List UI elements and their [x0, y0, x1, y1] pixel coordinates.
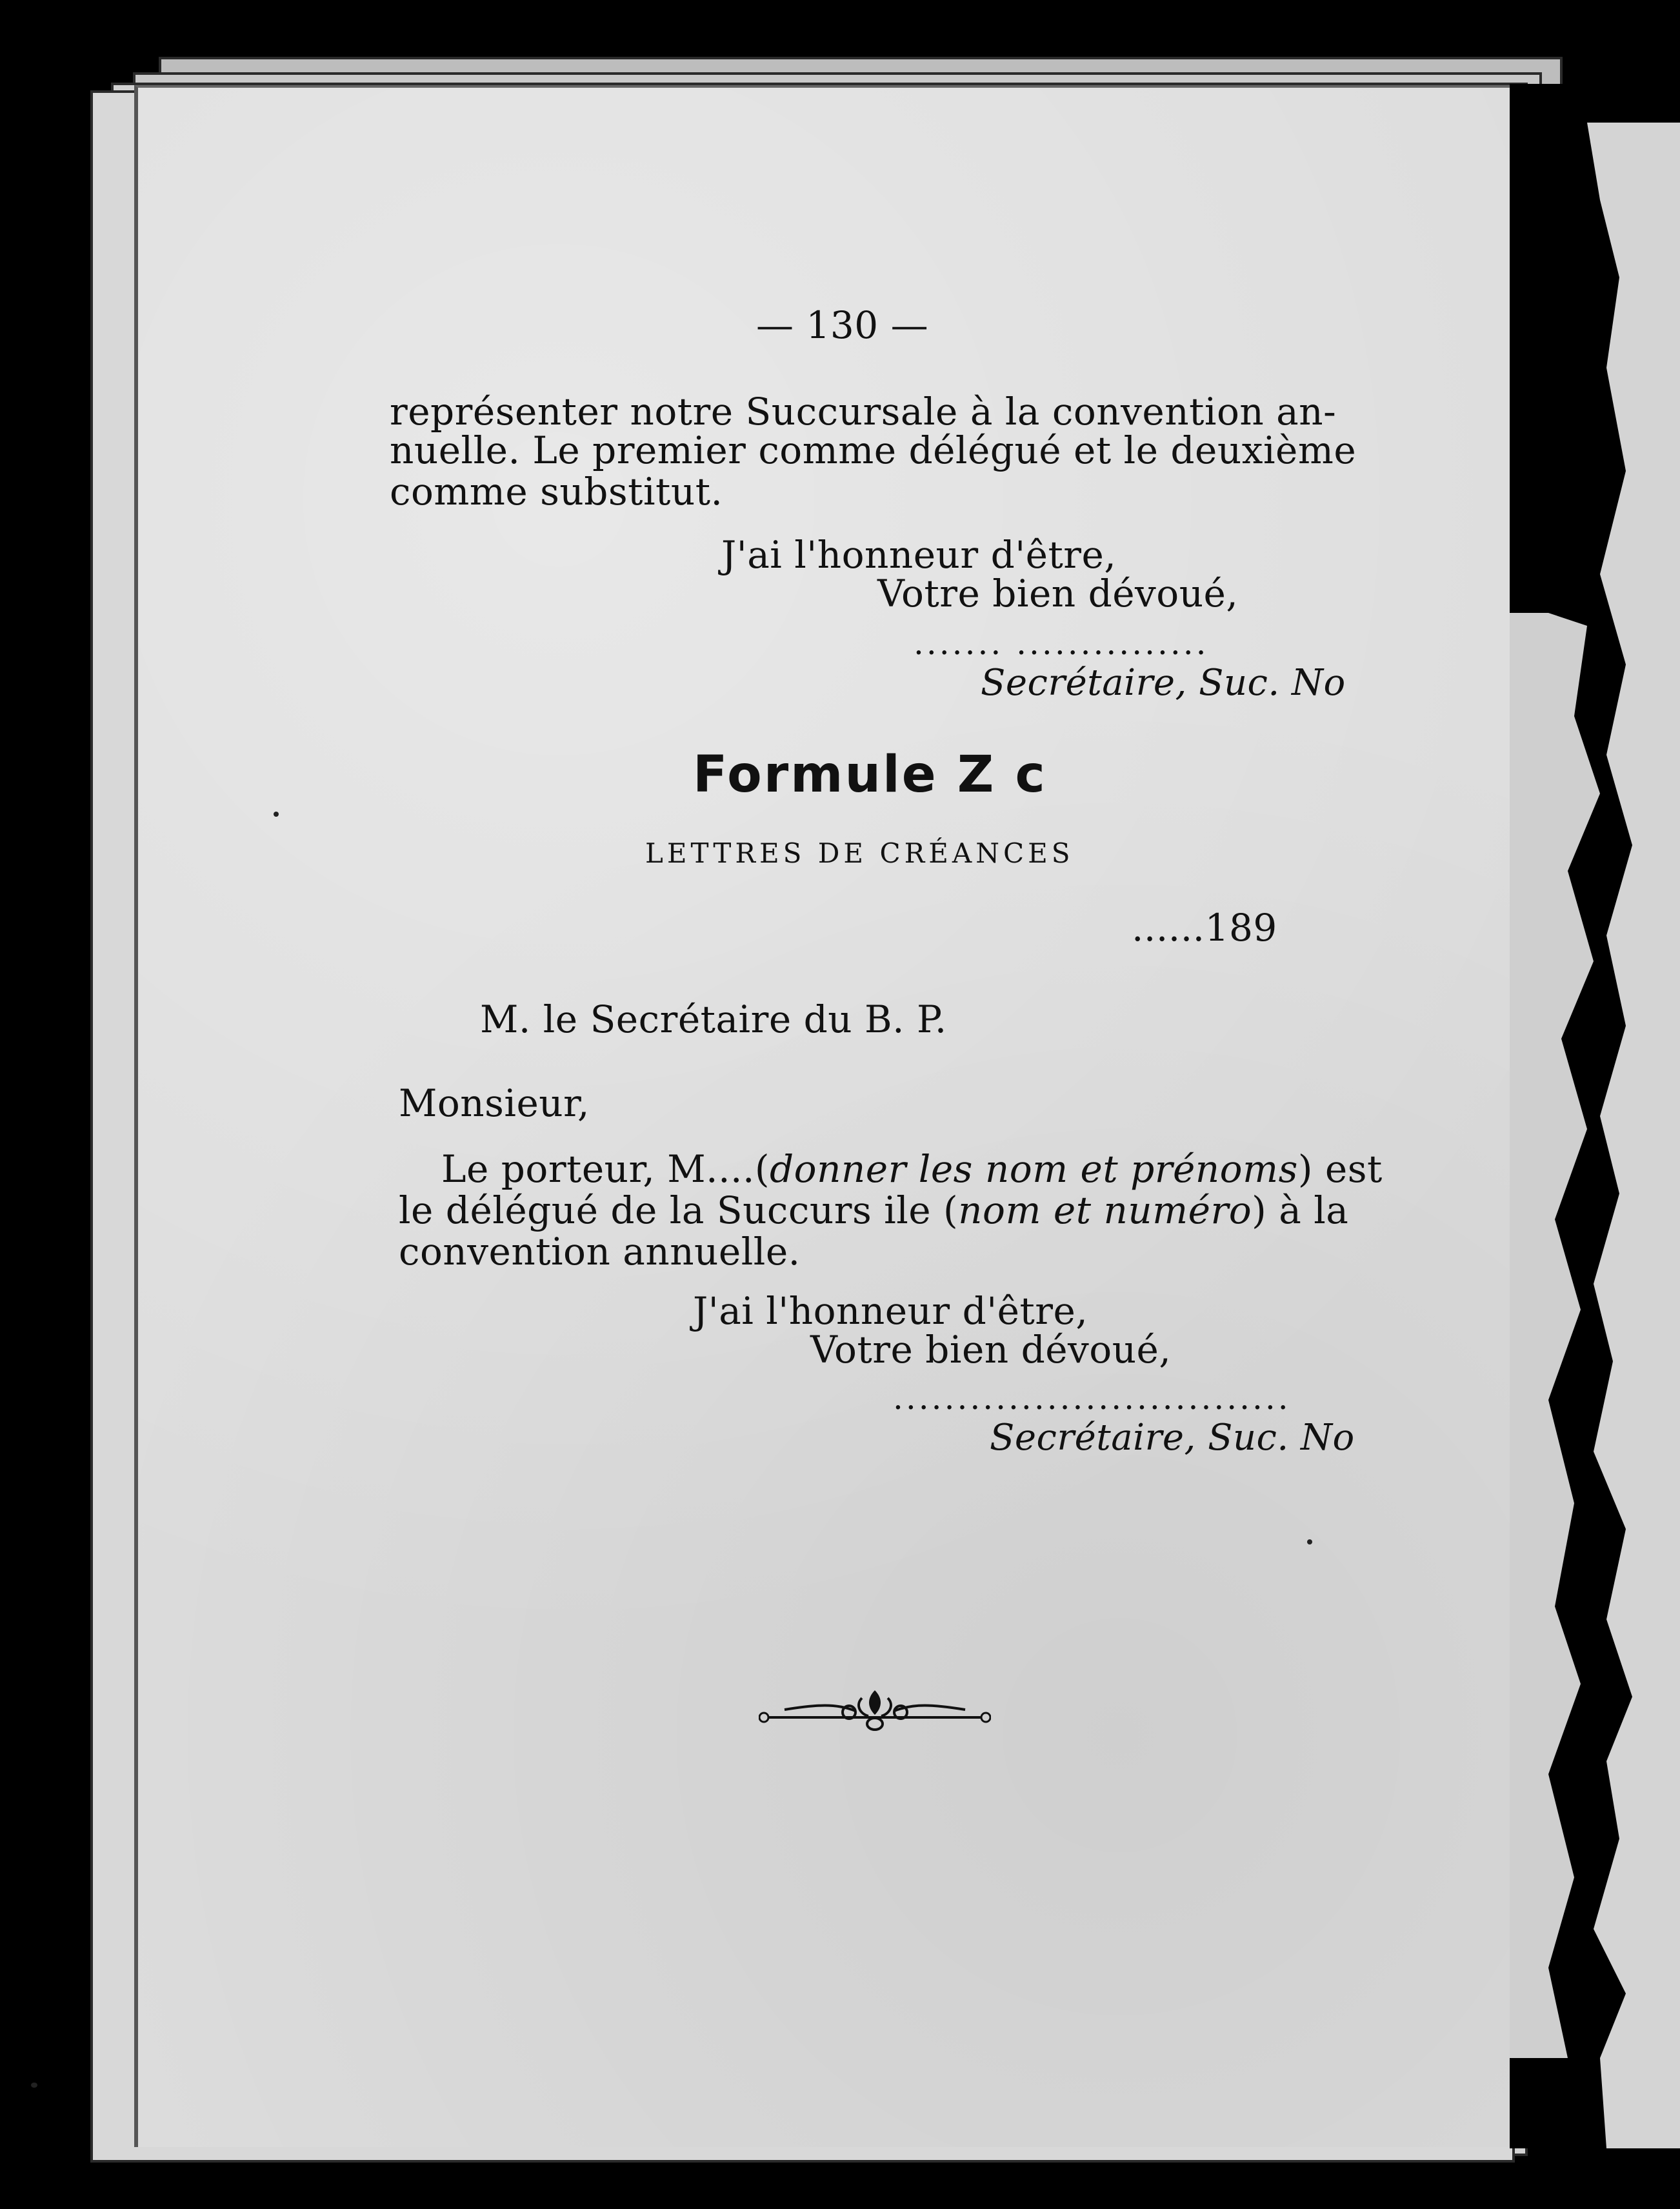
page-number: — 130 —: [756, 303, 929, 347]
body-text: Le porteur, M....(: [441, 1147, 770, 1191]
continuation-line-2: nuelle. Le premier comme délégué et le deuxième: [390, 428, 1357, 472]
body-text: ) à la: [1252, 1188, 1349, 1232]
scan-speck: [274, 812, 279, 817]
torn-page-edge: [1510, 84, 1680, 2148]
form-title: Formule Z c: [693, 746, 1047, 804]
signature-line: Secrétaire, Suc. No: [990, 1417, 1355, 1459]
body-italic-text: donner les nom et prénoms: [770, 1147, 1298, 1191]
scan-speck: [31, 2083, 37, 2088]
form-body-line-2: [399, 1188, 1348, 1232]
scan-speck: [1307, 1539, 1312, 1544]
closing-devoted: Votre bien dévoué,: [810, 1328, 1172, 1372]
closing-honour: J'ai l'honneur d'être,: [721, 533, 1117, 577]
body-text: ) est: [1297, 1147, 1383, 1191]
continuation-line-3: comme substitut.: [390, 470, 723, 514]
form-salutation: Monsieur,: [399, 1081, 590, 1125]
form-subtitle: LETTRES DE CRÉANCES: [645, 837, 1074, 869]
fleuron-ornament: [759, 1685, 991, 1737]
signature-dots: ....... ...............: [914, 625, 1209, 662]
body-italic-text: nom et numéro: [958, 1188, 1252, 1232]
form-body-line-3: convention annuelle.: [399, 1230, 801, 1274]
closing-honour: J'ai l'honneur d'être,: [693, 1289, 1088, 1333]
form-addressee: M. le Secrétaire du B. P.: [480, 997, 947, 1041]
signature-dots: ...............................: [893, 1379, 1291, 1417]
continuation-line-1: représenter notre Succursale à la convention an-: [390, 390, 1337, 434]
closing-devoted: Votre bien dévoué,: [877, 572, 1239, 615]
form-body-line-1: [441, 1147, 1383, 1191]
signature-line: Secrétaire, Suc. No: [981, 662, 1346, 704]
form-date: ......189: [1132, 906, 1277, 950]
body-text: le délégué de la Succurs ile (: [399, 1188, 959, 1232]
